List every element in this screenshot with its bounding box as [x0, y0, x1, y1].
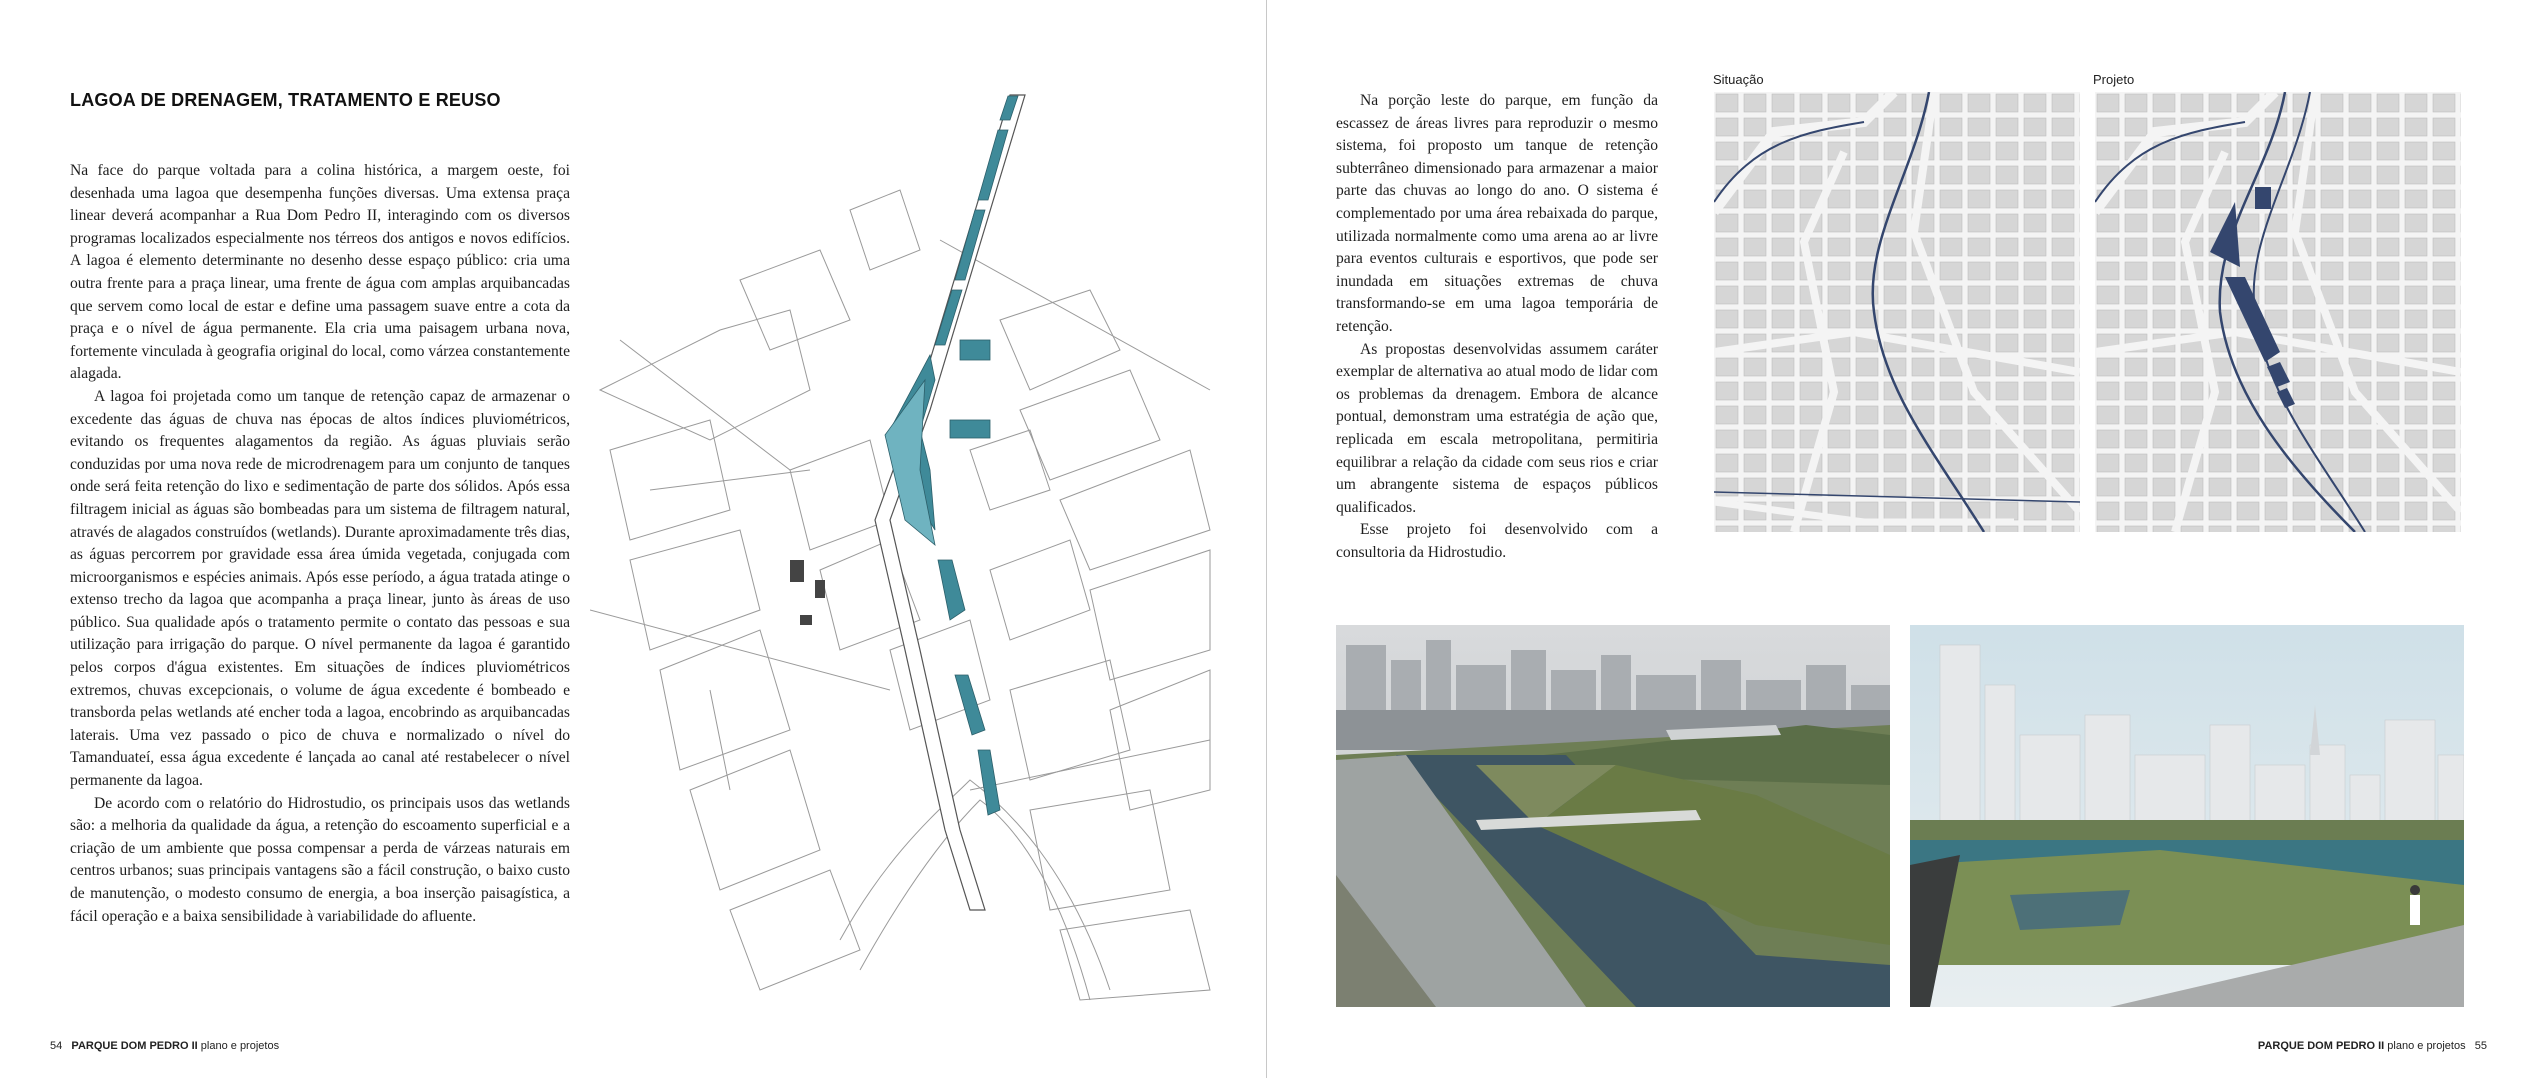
right-paragraph-2: As propostas desenvolvidas assumem caráter exemplar de alternativa ao atual modo de lidar com os problemas da drenagem. Embora de alcance pontual, demonstram uma estratégia de ação que, replicada em escala metropolitana, permitiria equilibrar a relação da cidade com seus rios e criar um abrangente sistema de espaços públicos qualificados.	[1336, 340, 1658, 516]
aerial-lagoon-rendering	[1336, 625, 1890, 1007]
right-folio-title: PARQUE DOM PEDRO II	[2257, 1040, 2385, 1052]
right-folio-subtitle: plano e projetos	[2387, 1040, 2466, 1052]
left-page-number: 54	[50, 1040, 63, 1052]
left-paragraph-2: A lagoa foi projetada como um tanque de retenção capaz de armazenar o excedente das águas de chuva nas épocas de altos índices pluviométricos, evitando os frequentes alagamentos da região. As águas pluviais serão conduzidas por uma nova rede de microdrenagem para um conjunto de tanques onde será feita retenção do lixo e sedimentação de parte dos sólidos. Após essa filtragem inicial as águas são bombeadas para um sistema de filtragem natural, através de alagados construídos (wetlands). Durante aproximadamente três dias, as águas percorrem por gravidade essa área úmida vegetada, conjugada com microorganismos e espécies animais. Após esse período, a água tratada atinge o extenso trecho da lagoa que acompanha a praça linear, junto às áreas de uso público. Sua qualidade após o tratamento permite o contato das pessoas e sua utilização para irrigação do parque. O nível permanente da lagoa é garantido pelos corpos d'água existentes. Em situações de índices pluviométricos extremos, chuvas excepcionais, o volume de água excedente é bombeado e transborda pelas wetlands até encher toda a lagoa, encobrindo as arquibancadas laterais. Uma vez passado o pico de chuva e normalizado o nível do Tamanduateí, essa água excedente é lançada ao canal até restabelecer o nível permanente da lagoa.	[70, 387, 570, 790]
left-folio	[50, 1040, 279, 1052]
left-folio-subtitle: plano e projetos	[200, 1040, 280, 1052]
situation-map-label: Situação	[1713, 72, 1764, 87]
right-body-text	[1336, 90, 1658, 564]
right-paragraph-3: Esse projeto foi desenvolvido com a consultoria da Hidrostudio.	[1336, 521, 1658, 561]
left-paragraph-3: De acordo com o relatório do Hidrostudio, os principais usos das wetlands são: a melhoria da qualidade da água, a retenção do escoamento superficial e a criação de um ambiente que possa compensar a perda de várzeas naturais em centros urbanos; suas principais vantagens são a fácil construção, o baixo custo de manutenção, o modesto consumo de energia, a boa inserção paisagística, a fácil operação e a baixa sensibilidade à variabilidade do afluente.	[70, 794, 570, 925]
right-folio	[2258, 1040, 2487, 1052]
page-gutter	[1266, 0, 1267, 1078]
wetland-skyline-rendering	[1910, 625, 2464, 1007]
site-plan-drawing	[590, 90, 1220, 1010]
left-body-text	[70, 160, 570, 928]
section-title: LAGOA DE DRENAGEM, TRATAMENTO E REUSO	[70, 90, 501, 110]
project-map-label: Projeto	[2093, 72, 2135, 87]
situation-map	[1714, 92, 2080, 532]
left-folio-title: PARQUE DOM PEDRO II	[71, 1040, 198, 1052]
right-page-number: 55	[2474, 1040, 2487, 1052]
project-map	[2095, 92, 2461, 532]
right-paragraph-1: Na porção leste do parque, em função da escassez de áreas livres para reproduzir o mesmo sistema, foi proposto um tanque de retenção subterrâneo dimensionado para armazenar a maior parte das chuvas ao longo do ano. O sistema é complementado por uma área rebaixada do parque, utilizada normalmente como uma arena ao ar livre para eventos culturais e esportivos, que pode ser inundada em situações extremas de chuva transformando-se em uma lagoa temporária de retenção.	[1336, 92, 1658, 335]
left-paragraph-1: Na face do parque voltada para a colina histórica, a margem oeste, foi desenhada uma lagoa que desempenha funções diversas. Uma extensa praça linear deverá acompanhar a Rua Dom Pedro II, interagindo com os diversos programas localizados especialmente nos térreos dos antigos e novos edifícios. A lagoa é elemento determinante no desenho desse espaço público: cria uma outra frente para a praça linear, uma frente de água com amplas arquibancadas que servem como local de estar e define uma passagem suave entre a cota da praça e o nível de água permanente. Ela cria uma paisagem urbana nova, fortemente vinculada à geografia original do local, como várzea constantemente alagada.	[70, 162, 570, 383]
